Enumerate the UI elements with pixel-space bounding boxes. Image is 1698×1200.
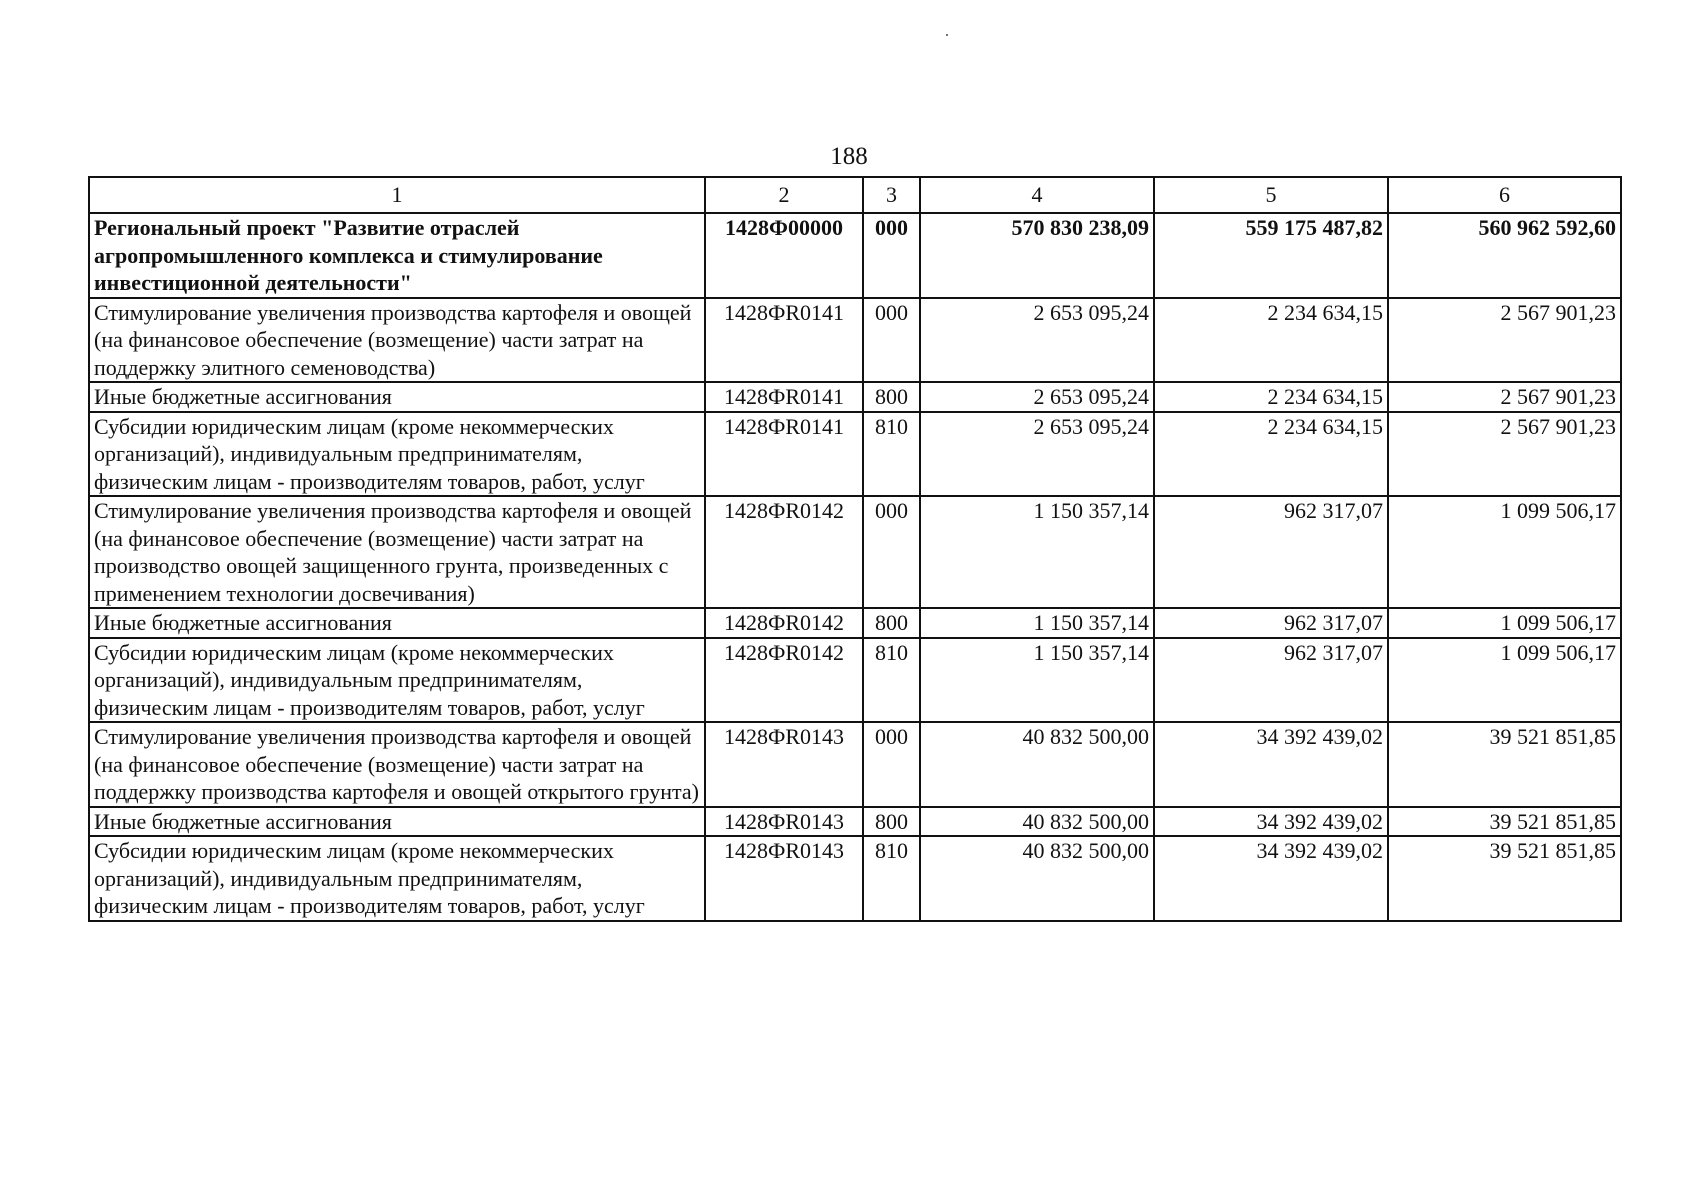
scan-speck (946, 34, 948, 36)
row-value-col4-cell: 2 653 095,24 (920, 298, 1154, 383)
column-header-6: 6 (1388, 177, 1621, 213)
row-value-col6-cell: 1 099 506,17 (1388, 496, 1621, 608)
table-row (89, 412, 1621, 497)
row-expense-type-cell: 800 (863, 807, 920, 837)
table-body (89, 213, 1621, 921)
column-header-4: 4 (920, 177, 1154, 213)
row-value-col6-cell: 2 567 901,23 (1388, 382, 1621, 412)
row-value-col6-cell: 1 099 506,17 (1388, 638, 1621, 723)
row-value-col4-cell: 1 150 357,14 (920, 638, 1154, 723)
row-value-col4-cell: 40 832 500,00 (920, 836, 1154, 921)
column-header-3: 3 (863, 177, 920, 213)
row-value-col4-cell: 2 653 095,24 (920, 382, 1154, 412)
row-value-col6-cell: 2 567 901,23 (1388, 412, 1621, 497)
row-value-col4-cell: 2 653 095,24 (920, 412, 1154, 497)
row-value-col5-cell: 2 234 634,15 (1154, 298, 1388, 383)
row-expense-type-cell: 000 (863, 213, 920, 298)
row-name-cell: Стимулирование увеличения производства картофеля и овощей (на финансовое обеспечение (возмещение) части затрат на производство овощей защищенного грунта, произведенных с применением технологии досвечивания) (89, 496, 705, 608)
row-name-cell: Субсидии юридическим лицам (кроме некоммерческих организаций), индивидуальным предпринимателям, физическим лицам - производителям товаров, работ, услуг (89, 638, 705, 723)
table-row (89, 638, 1621, 723)
row-target-article-cell: 1428ФR0143 (705, 722, 863, 807)
row-value-col6-cell: 2 567 901,23 (1388, 298, 1621, 383)
table-row (89, 496, 1621, 608)
row-value-col4-cell: 40 832 500,00 (920, 807, 1154, 837)
row-value-col6-cell: 1 099 506,17 (1388, 608, 1621, 638)
table-row (89, 298, 1621, 383)
row-expense-type-cell: 810 (863, 638, 920, 723)
row-target-article-cell: 1428ФR0141 (705, 298, 863, 383)
column-header-1: 1 (89, 177, 705, 213)
row-value-col5-cell: 559 175 487,82 (1154, 213, 1388, 298)
column-header-2: 2 (705, 177, 863, 213)
row-value-col5-cell: 962 317,07 (1154, 608, 1388, 638)
row-expense-type-cell: 000 (863, 496, 920, 608)
table-row (89, 382, 1621, 412)
row-expense-type-cell: 810 (863, 836, 920, 921)
row-name-cell: Субсидии юридическим лицам (кроме некоммерческих организаций), индивидуальным предпринимателям, физическим лицам - производителям товаров, работ, услуг (89, 836, 705, 921)
row-target-article-cell: 1428Ф00000 (705, 213, 863, 298)
row-value-col5-cell: 962 317,07 (1154, 496, 1388, 608)
row-value-col6-cell: 560 962 592,60 (1388, 213, 1621, 298)
budget-table (88, 176, 1622, 922)
page-number: 188 (830, 143, 868, 170)
row-value-col4-cell: 570 830 238,09 (920, 213, 1154, 298)
row-expense-type-cell: 810 (863, 412, 920, 497)
row-target-article-cell: 1428ФR0141 (705, 412, 863, 497)
row-value-col5-cell: 962 317,07 (1154, 638, 1388, 723)
row-name-cell: Иные бюджетные ассигнования (89, 382, 705, 412)
row-value-col4-cell: 1 150 357,14 (920, 608, 1154, 638)
table-row (89, 807, 1621, 837)
row-value-col5-cell: 2 234 634,15 (1154, 412, 1388, 497)
row-expense-type-cell: 800 (863, 382, 920, 412)
row-expense-type-cell: 000 (863, 298, 920, 383)
row-value-col4-cell: 1 150 357,14 (920, 496, 1154, 608)
row-target-article-cell: 1428ФR0142 (705, 496, 863, 608)
row-target-article-cell: 1428ФR0143 (705, 807, 863, 837)
row-name-cell: Стимулирование увеличения производства картофеля и овощей (на финансовое обеспечение (возмещение) части затрат на поддержку производства картофеля и овощей открытого грунта) (89, 722, 705, 807)
table-row (89, 608, 1621, 638)
row-expense-type-cell: 000 (863, 722, 920, 807)
table-row (89, 213, 1621, 298)
row-name-cell: Иные бюджетные ассигнования (89, 608, 705, 638)
row-value-col5-cell: 34 392 439,02 (1154, 836, 1388, 921)
table-header-row (89, 177, 1621, 213)
row-name-cell: Субсидии юридическим лицам (кроме некоммерческих организаций), индивидуальным предпринимателям, физическим лицам - производителям товаров, работ, услуг (89, 412, 705, 497)
row-value-col6-cell: 39 521 851,85 (1388, 722, 1621, 807)
row-value-col6-cell: 39 521 851,85 (1388, 807, 1621, 837)
row-target-article-cell: 1428ФR0143 (705, 836, 863, 921)
row-target-article-cell: 1428ФR0142 (705, 608, 863, 638)
row-name-cell: Стимулирование увеличения производства картофеля и овощей (на финансовое обеспечение (возмещение) части затрат на поддержку элитного семеноводства) (89, 298, 705, 383)
row-value-col6-cell: 39 521 851,85 (1388, 836, 1621, 921)
row-value-col4-cell: 40 832 500,00 (920, 722, 1154, 807)
row-value-col5-cell: 2 234 634,15 (1154, 382, 1388, 412)
row-name-cell: Иные бюджетные ассигнования (89, 807, 705, 837)
column-header-5: 5 (1154, 177, 1388, 213)
row-value-col5-cell: 34 392 439,02 (1154, 807, 1388, 837)
row-target-article-cell: 1428ФR0141 (705, 382, 863, 412)
table-row (89, 836, 1621, 921)
row-expense-type-cell: 800 (863, 608, 920, 638)
table-row (89, 722, 1621, 807)
row-target-article-cell: 1428ФR0142 (705, 638, 863, 723)
row-value-col5-cell: 34 392 439,02 (1154, 722, 1388, 807)
row-name-cell: Региональный проект "Развитие отраслей агропромышленного комплекса и стимулирование инвестиционной деятельности" (89, 213, 705, 298)
